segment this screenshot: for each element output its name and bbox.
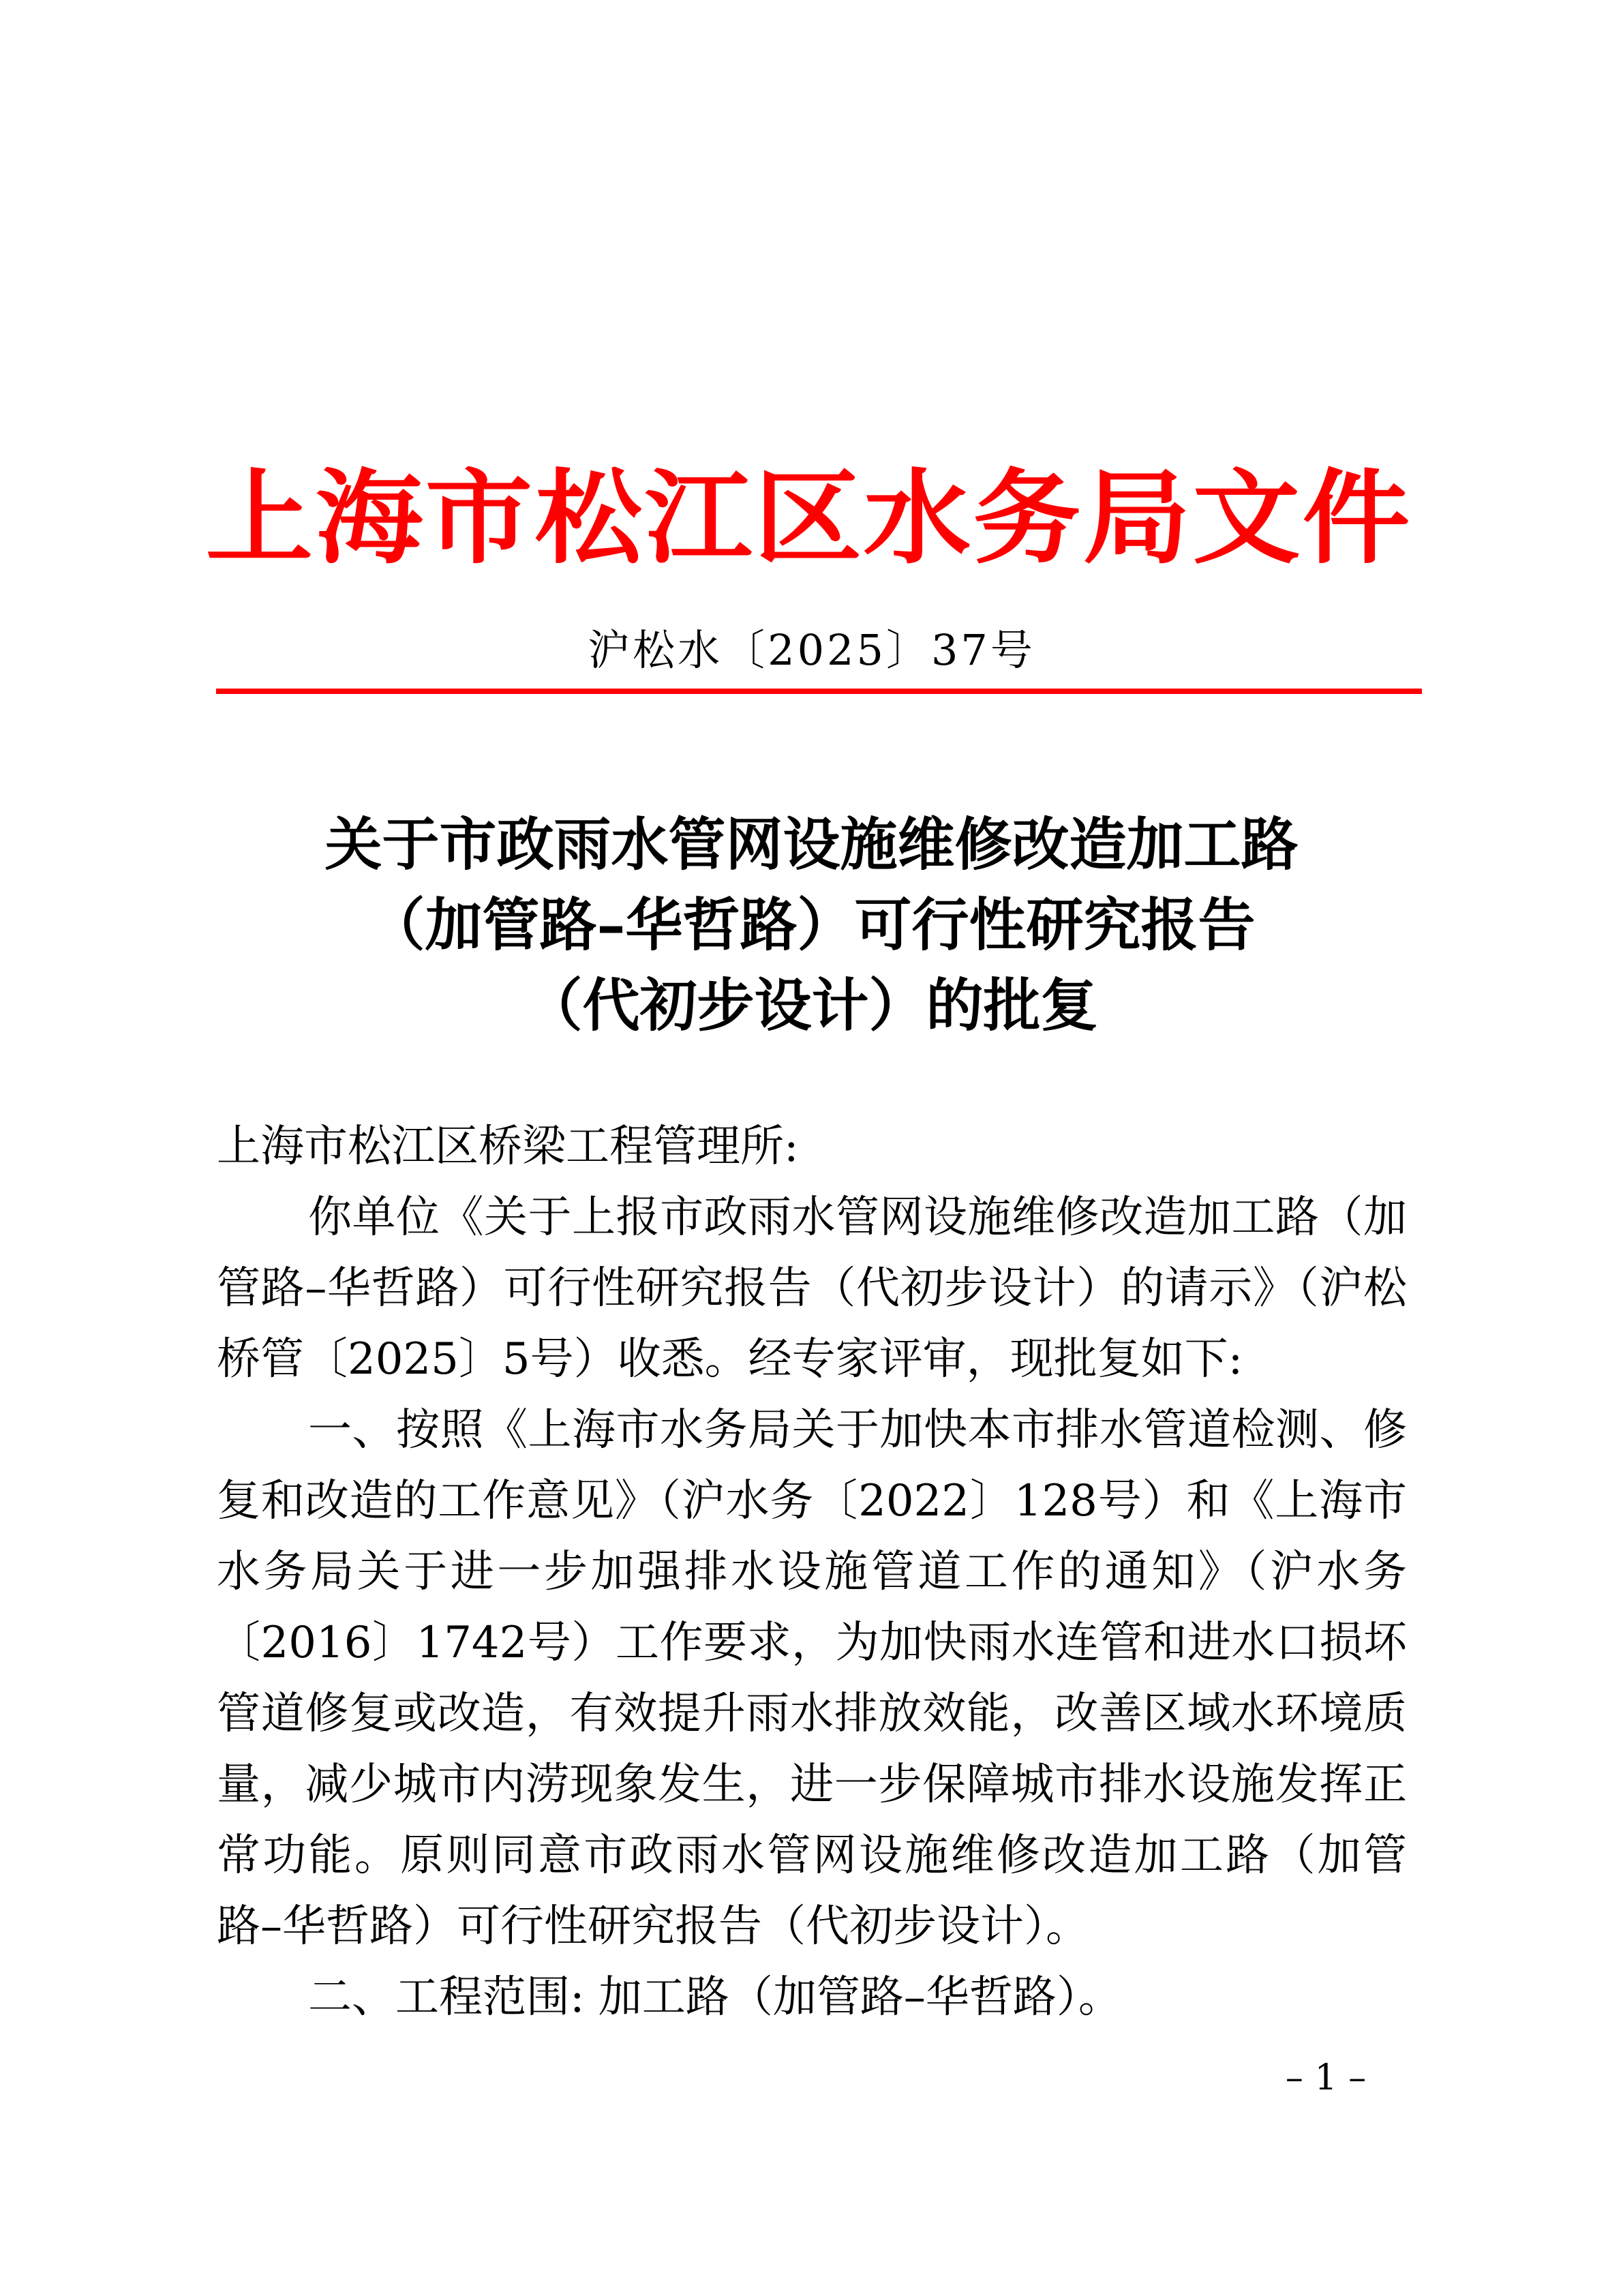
issuer-char: 务	[973, 458, 1081, 578]
issuer-char: 文	[1192, 458, 1301, 578]
issuer-char: 江	[644, 458, 752, 578]
issuer-char: 水	[864, 458, 971, 578]
issuer-char: 上	[205, 458, 314, 578]
addressee: 上海市松江区桥梁工程管理所:	[217, 1121, 799, 1172]
body-paragraph: 一、按照《上海市水务局关于加快本市排水管道检测、修复和改造的工作意见》（沪水务〔2022〕128号）和《上海市水务局关于进一步加强排水设施管道工作的通知》（沪水务〔2016〕1742号）工作要求，为加快雨水连管和进水口损坏管道修复或改造，有效提升雨水排放效能，改善区域水环境质量，减少城市内涝现象发生，进一步保障城市排水设施发挥正常功能。原则同意市政雨水管网设施维修改造加工路（加管路–华哲路）可行性研究报告（代初步设计）。	[217, 1405, 1407, 1952]
title-line: 关于市政雨水管网设施维修改造加工路	[324, 811, 1299, 878]
red-divider-rule	[216, 689, 1422, 694]
document-number: 沪松水〔2025〕37号	[588, 625, 1035, 675]
title-line: （代初步设计）的批复	[525, 971, 1098, 1039]
issuer-char: 区	[754, 458, 862, 578]
title-line: （加管路–华哲路）可行性研究报告	[367, 891, 1256, 958]
document-title	[0, 804, 1623, 1046]
issuer-header	[204, 458, 1411, 578]
page-number: – 1 –	[1285, 2057, 1367, 2098]
issuer-char: 件	[1302, 458, 1410, 578]
issuer-char: 局	[1082, 458, 1191, 578]
body-paragraph: 你单位《关于上报市政雨水管网设施维修改造加工路（加管路–华哲路）可行性研究报告（代初步设计）的请示》（沪松桥管〔2025〕5号）收悉。经专家评审，现批复如下:	[217, 1192, 1407, 1385]
issuer-char: 市	[425, 458, 533, 578]
issuer-char: 海	[315, 458, 423, 578]
issuer-char: 松	[534, 458, 642, 578]
body-paragraph: 二、工程范围: 加工路（加管路–华哲路）。	[308, 1972, 1122, 2023]
document-body	[217, 1111, 1407, 2033]
